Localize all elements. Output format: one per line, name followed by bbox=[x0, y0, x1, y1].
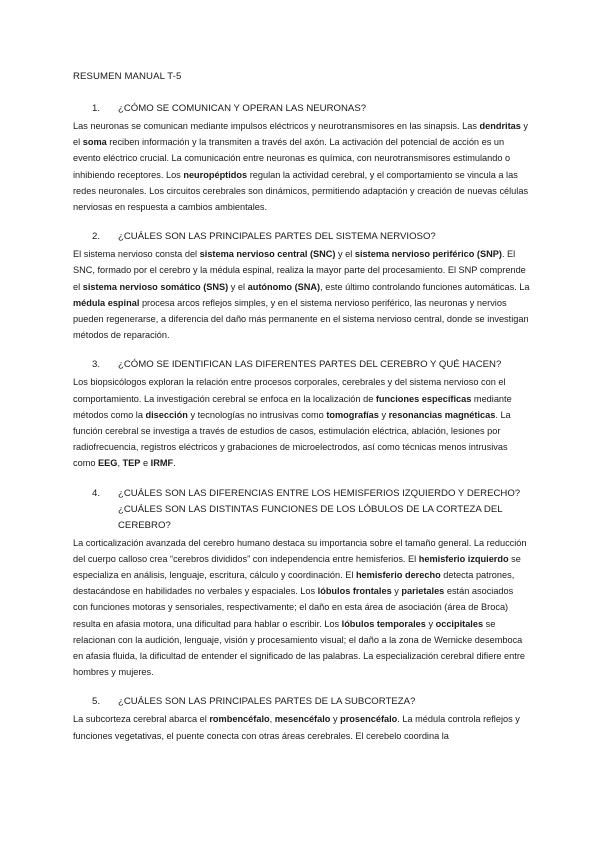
section-paragraph bbox=[73, 118, 530, 215]
bold-term: mesencéfalo bbox=[274, 714, 331, 725]
bold-term: resonancias magnéticas bbox=[388, 409, 496, 420]
bold-term: hemisferio izquierdo bbox=[418, 553, 509, 564]
bold-term: dendritas bbox=[479, 121, 521, 131]
section-heading bbox=[73, 229, 530, 245]
bold-term: IRMF bbox=[150, 458, 174, 469]
bold-term: prosencéfalo bbox=[340, 714, 398, 725]
document-title: RESUMEN MANUAL T-5 bbox=[73, 71, 182, 82]
bold-term: TEP bbox=[122, 458, 141, 469]
text-run: detecta patrones, destacándose en habilidades no verbales y espaciales. Los bbox=[73, 570, 515, 597]
section-heading bbox=[73, 694, 530, 710]
bold-term: sistema nervioso central (SNC) bbox=[199, 249, 336, 260]
text-run: están asociados con funciones motoras y sensoriales, respectivamente; el daño en esta área de asociación (área de Broca) resulta en afasia motora, una dificultad para hablar o escribir. Los bbox=[73, 586, 514, 629]
bold-term: neuropéptidos bbox=[183, 169, 248, 180]
text-run: y el bbox=[73, 121, 529, 148]
section-paragraph bbox=[73, 535, 530, 681]
bold-term: hemisferio derecho bbox=[355, 570, 441, 581]
bold-term: lóbulos temporales bbox=[341, 618, 426, 629]
text-run: Las neuronas se comunican mediante impulsos eléctricos y neurotransmisores en las sinapsis. Las bbox=[73, 121, 480, 131]
text-run: . La médula controla reflejos y funciones vegetativas, el puente conecta con otras áreas cerebrales. El cerebelo coordina la bbox=[73, 714, 520, 741]
bold-term: funciones específicas bbox=[375, 393, 472, 404]
text-run: y tecnologías no intrusivas como bbox=[187, 409, 327, 420]
section-heading bbox=[73, 486, 530, 534]
bold-term: tomografías bbox=[326, 409, 379, 420]
section-paragraph bbox=[73, 711, 530, 743]
bold-term: disección bbox=[145, 409, 188, 420]
bold-term: médula espinal bbox=[73, 297, 140, 308]
bold-term: soma bbox=[82, 137, 107, 148]
section-1 bbox=[73, 101, 530, 215]
text-run: . El SNC, formado por el cerebro y la médula espinal, realiza la mayor parte del procesamiento. El SNP comprende el bbox=[73, 249, 526, 292]
text-run: Los biopsicólogos exploran la relación entre procesos corporales, cerebrales y del sistema nervioso con el comportamiento. La investigación cerebral se enfoca en la localización de bbox=[73, 377, 506, 404]
section-number: 2. bbox=[92, 231, 101, 243]
section-number: 5. bbox=[92, 696, 101, 708]
bold-term: autónomo (SNA) bbox=[247, 281, 321, 292]
section-heading-text: ¿CÓMO SE COMUNICAN Y OPERAN LAS NEURONAS? bbox=[118, 103, 367, 114]
bold-term: lóbulos frontales bbox=[317, 586, 392, 597]
text-run: procesa arcos reflejos simples, y en el sistema nervioso periférico, las neuronas y nervios pueden regenerarse, a diferencia del daño más permanente en el sistema nervioso central, donde se investigan métodos de reparación. bbox=[73, 297, 529, 341]
text-run: , este último controlando funciones automáticas. La bbox=[320, 281, 530, 292]
section-heading bbox=[73, 357, 530, 373]
section-5 bbox=[73, 694, 530, 743]
text-run: regulan la actividad cerebral, y el comportamiento se vincula a las redes neuronales. Los circuitos cerebrales son dinámicos, permitiendo adaptación y creación de nuevas células nerviosas en respuesta a cambios ambientales. bbox=[73, 169, 529, 213]
text-run: . La función cerebral se investiga a través de estudios de casos, estimulación eléctrica, ablación, lesiones por radiofrecuencia, registros eléctricos y grabaciones de microelectrodos, así como técnicas menos intrusivas como bbox=[73, 409, 511, 469]
text-run: y bbox=[391, 586, 402, 597]
section-2 bbox=[73, 229, 530, 343]
bold-term: parietales bbox=[401, 586, 445, 597]
text-run: se relacionan con la audición, lenguaje, visión y procesamiento visual; el daño a la zona de Wernicke desemboca en afasia fluida, la dificultad de entender el significado de las palabras. La especialización cerebral difiere entre hombres y mujeres. bbox=[73, 618, 525, 678]
text-run: La subcorteza cerebral abarca el bbox=[73, 714, 210, 725]
text-run: , bbox=[117, 458, 123, 469]
text-run: reciben información y la transmiten a través del axón. La activación del potencial de acción es un evento eléctrico crucial. La comunicación entre neuronas es química, con neurotransmisores estimulando o inhibiendo receptores. Los bbox=[73, 137, 511, 180]
text-run: y bbox=[425, 618, 436, 629]
text-run: , bbox=[269, 714, 275, 725]
section-number: 1. bbox=[92, 103, 101, 114]
bold-term: sistema nervioso somático (SNS) bbox=[82, 281, 229, 292]
text-run: . bbox=[173, 458, 176, 469]
section-heading-text: ¿CÓMO SE IDENTIFICAN LAS DIFERENTES PARTES DEL CEREBRO Y QUÉ HACEN? bbox=[118, 359, 502, 371]
bold-term: sistema nervioso periférico (SNP) bbox=[354, 249, 502, 260]
text-run: y el bbox=[335, 249, 355, 260]
section-heading bbox=[73, 101, 530, 117]
text-run: y el bbox=[228, 281, 248, 292]
section-number: 3. bbox=[92, 359, 101, 371]
text-run: se especializa en análisis, lenguaje, escritura, cálculo y coordinación. El bbox=[73, 553, 521, 581]
section-number: 4. bbox=[92, 487, 101, 499]
text-run: mediante métodos como la bbox=[73, 393, 512, 420]
section-3 bbox=[73, 357, 530, 471]
section-paragraph bbox=[73, 246, 530, 343]
section-4 bbox=[73, 486, 530, 681]
section-paragraph bbox=[73, 374, 530, 471]
text-run: y bbox=[330, 714, 341, 725]
bold-term: occipitales bbox=[435, 618, 484, 629]
section-heading-text: ¿CUÁLES SON LAS DIFERENCIAS ENTRE LOS HEMISFERIOS IZQUIERDO Y DERECHO? ¿CUÁLES SON LAS DISTINTAS FUNCIONES DE LOS LÓBULOS DE LA CORTEZA DEL CEREBRO? bbox=[118, 487, 521, 531]
bold-term: rombencéfalo bbox=[209, 714, 270, 725]
text-run: El sistema nervioso consta del bbox=[73, 249, 200, 260]
text-run: y bbox=[378, 409, 389, 420]
section-heading-text: ¿CUÁLES SON LAS PRINCIPALES PARTES DEL SISTEMA NERVIOSO? bbox=[118, 231, 436, 243]
text-run: e bbox=[140, 458, 151, 469]
text-run: La corticalización avanzada del cerebro humano destaca su importancia sobre el tamaño general. La reducción del cuerpo calloso crea “cerebros divididos” con independencia entre hemisferios. El bbox=[73, 537, 527, 564]
section-heading-text: ¿CUÁLES SON LAS PRINCIPALES PARTES DE LA SUBCORTEZA? bbox=[118, 696, 416, 708]
bold-term: EEG bbox=[98, 458, 118, 469]
